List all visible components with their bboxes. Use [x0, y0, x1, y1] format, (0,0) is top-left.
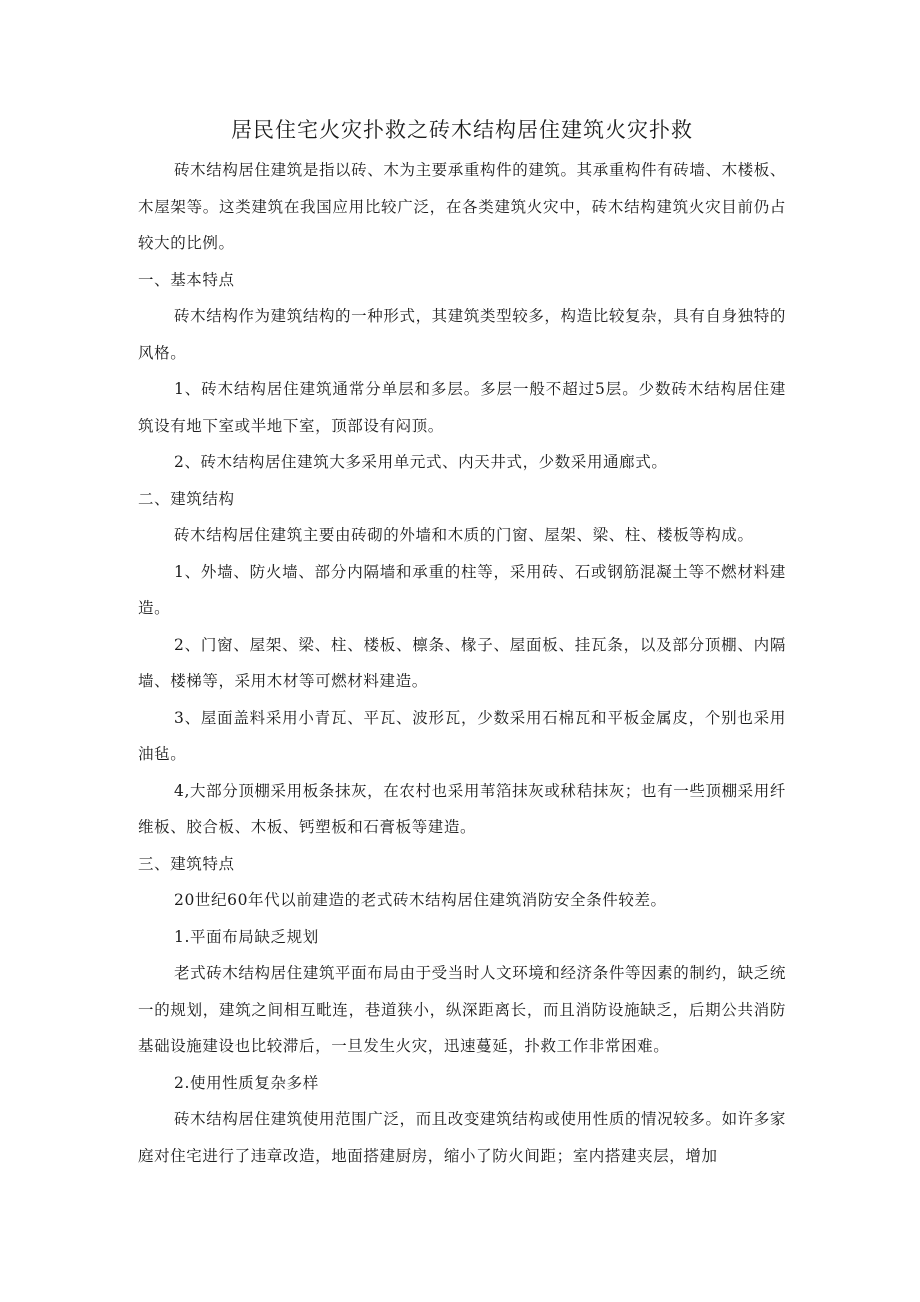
section-3-heading: 三、建筑特点 [138, 854, 235, 873]
section-2-paragraph-1: 砖木结构居住建筑主要由砖砌的外墙和木质的门窗、屋架、梁、柱、楼板等构成。 [174, 526, 754, 544]
section-2-paragraph-5: 4,大部分顶棚采用板条抹灰，在农村也采用苇箔抹灰或秫秸抹灰；也有一些顶棚采用纤维板、胶合板、木板、钙塑板和石膏板等建造。 [138, 781, 786, 836]
section-2-paragraph-3: 2、门窗、屋架、梁、柱、楼板、檩条、椽子、屋面板、挂瓦条，以及部分顶棚、内隔墙、楼梯等，采用木材等可燃材料建造。 [138, 635, 786, 690]
subsection-2-heading: 2.使用性质复杂多样 [174, 1073, 319, 1092]
subsection-1-paragraph: 老式砖木结构居住建筑平面布局由于受当时人文环境和经济条件等因素的制约，缺乏统一的规划，建筑之间相互毗连，巷道狭小，纵深距离长，而且消防设施缺乏，后期公共消防基础设施建设也比较滞后，一旦发生火灾，迅速蔓延，扑救工作非常困难。 [138, 964, 786, 1055]
section-2-paragraph-2: 1、外墙、防火墙、部分内隔墙和承重的柱等，采用砖、石或钢筋混凝土等不燃材料建造。 [138, 562, 786, 617]
section-3-paragraph-1: 20世纪60年代以前建造的老式砖木结构居住建筑消防安全条件较差。 [174, 891, 667, 909]
section-1-paragraph-2: 1、砖木结构居住建筑通常分单层和多层。多层一般不超过5层。少数砖木结构居住建筑设有地下室或半地下室，顶部设有闷顶。 [138, 380, 786, 435]
document-page [138, 112, 786, 1174]
section-2-heading: 二、建筑结构 [138, 489, 235, 508]
section-1-heading: 一、基本特点 [138, 270, 235, 289]
intro-paragraph: 砖木结构居住建筑是指以砖、木为主要承重构件的建筑。其承重构件有砖墙、木楼板、木屋架等。这类建筑在我国应用比较广泛，在各类建筑火灾中，砖木结构建筑火灾目前仍占较大的比例。 [138, 161, 786, 252]
section-1-paragraph-3: 2、砖木结构居住建筑大多采用单元式、内天井式，少数采用通廊式。 [174, 453, 668, 471]
section-1-paragraph-1: 砖木结构作为建筑结构的一种形式，其建筑类型较多，构造比较复杂，具有自身独特的风格。 [138, 307, 786, 362]
section-2-paragraph-4: 3、屋面盖料采用小青瓦、平瓦、波形瓦，少数采用石棉瓦和平板金属皮，个别也采用油毡。 [138, 708, 786, 763]
document-title: 居民住宅火灾扑救之砖木结构居住建筑火灾扑救 [231, 118, 693, 142]
subsection-2-paragraph: 砖木结构居住建筑使用范围广泛，而且改变建筑结构或使用性质的情况较多。如许多家庭对住宅进行了违章改造，地面搭建厨房，缩小了防火间距；室内搭建夹层，增加 [138, 1110, 786, 1165]
subsection-1-heading: 1.平面布局缺乏规划 [174, 927, 319, 946]
